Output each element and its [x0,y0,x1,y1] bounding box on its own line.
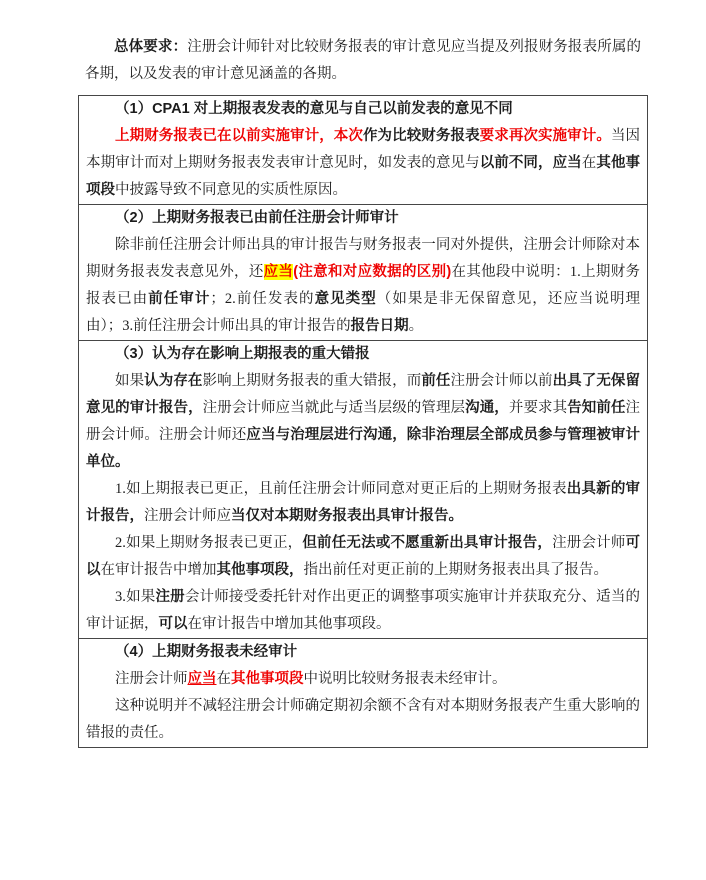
text-run: 可以 [86,535,641,578]
text-run: 意见类型 [314,291,377,307]
section-3-paragraph-2 [86,476,640,530]
text-run: (注意和对应数据的区别) [293,264,452,280]
text-run: 在审计报告中增加 [100,562,217,578]
document-page [78,34,648,748]
text-run: 3.如果 [115,589,156,605]
text-run: 在审计报告中增加其他事项段。 [187,616,391,632]
text-run: 应当与治理层进行沟通，除非治理层全部成员参与管理被审计单位。 [86,427,641,470]
section-4-paragraph-1 [86,666,640,693]
section-3 [79,340,647,638]
text-run: 2.如果上期财务报表已更正， [115,535,303,551]
text-run: 总体要求： [114,39,188,55]
text-run: 可以 [158,616,188,632]
text-run: （如果是非无保留意见，还应当说明理由）；3.前任注册会计师出具的审计报告的 [86,291,641,334]
text-run: 指出前任对更正前的上期财务报表出具了报告。 [303,562,608,578]
text-run: 应当 [263,264,294,280]
text-run: 注册会计师针对比较财务报表的审计意见应当提及列报财务报表所属的各期，以及发表的审计意见涵盖的各期。 [85,39,642,82]
text-run: 注册会计师应当就此与适当层级的管理层 [202,400,466,416]
section-2-paragraph-1 [86,232,640,340]
text-run: 要求再次实施审计。 [479,128,611,144]
text-run: 会计师接受委托针对作出更正的调整事项实施审计并获取充分、适当的审计证据， [86,589,641,632]
section-3-paragraph-3 [86,530,640,584]
text-run: 出具了无保留意见的审计报告， [86,373,641,416]
text-run: 其他事项段 [231,671,304,687]
text-run: 当因本期审计而对上期财务报表发表审计意见时，如发表的意见与 [86,128,641,171]
text-run: 在 [581,155,597,171]
section-3-paragraph-4 [86,584,640,638]
text-run: 在 [216,671,231,687]
text-run: 其他事项段 [86,155,641,198]
text-run: 前任审计 [148,291,211,307]
text-run: ；2.前任发表的 [210,291,315,307]
text-run: 。 [408,318,424,334]
text-run: 沟通， [465,400,509,416]
section-1-paragraph-1 [86,123,640,204]
text-run: 并要求其 [508,400,568,416]
section-4-heading: （4）上期财务报表未经审计 [115,644,298,660]
text-run: 在其他段中说明：1.上期财务报表已由 [86,264,641,307]
text-run: 除非前任注册会计师出具的审计报告与财务报表一同对外提供，注册会计师除对本期财务报表发表意见外，还 [86,237,640,280]
section-4 [79,638,647,747]
text-run: 当仅对本期财务报表出具审计报告。 [231,508,463,524]
intro-paragraph [78,34,648,88]
text-run: 注册会计师 [552,535,626,551]
text-run: 上期财务报表已在以前实施审计，本次 [115,128,363,144]
text-run: 这种说明并不减轻注册会计师确定期初余额不含有对本期财务报表产生重大影响的错报的责任。 [86,698,640,741]
section-3-paragraph-1 [86,368,640,476]
section-1-heading: （1）CPA1 对上期报表发表的意见与自己以前发表的意见不同 [115,101,513,117]
text-run: 其他事项段， [216,562,304,578]
text-run: 告知前任 [567,400,626,416]
text-run: 中披露导致不同意见的实质性原因。 [115,182,347,198]
text-run: 出具新的审计报告， [86,481,641,524]
section-2 [79,204,647,340]
text-run: 但前任无法或不愿重新出具审计报告， [302,535,553,551]
text-run: 如果 [115,373,145,389]
text-run: 注册 [155,589,185,605]
text-run: 注册会计师应 [144,508,231,524]
section-3-heading: （3）认为存在影响上期报表的重大错报 [115,346,370,362]
section-2-heading: （2）上期财务报表已由前任注册会计师审计 [115,210,399,226]
content-table [78,95,648,748]
text-run: 影响上期财务报表的重大错报，而 [202,373,422,389]
text-run: 以前不同，应当 [479,155,582,171]
text-run: 注册会计师 [115,671,188,687]
text-run: 应当 [187,671,217,687]
text-run: 注册会计师以前 [450,373,553,389]
section-1 [79,96,647,204]
text-run: 注册会计师。注册会计师还 [86,400,641,443]
text-run: 作为比较财务报表 [362,128,480,144]
text-run: 1.如上期报表已更正，且前任注册会计师同意对更正后的上期财务报表 [115,481,567,497]
text-run: 中说明比较财务报表未经审计。 [303,671,507,687]
text-run: 认为存在 [144,373,203,389]
section-4-paragraph-2 [86,693,640,747]
text-run: 报告日期 [350,318,409,334]
text-run: 前任 [421,373,451,389]
